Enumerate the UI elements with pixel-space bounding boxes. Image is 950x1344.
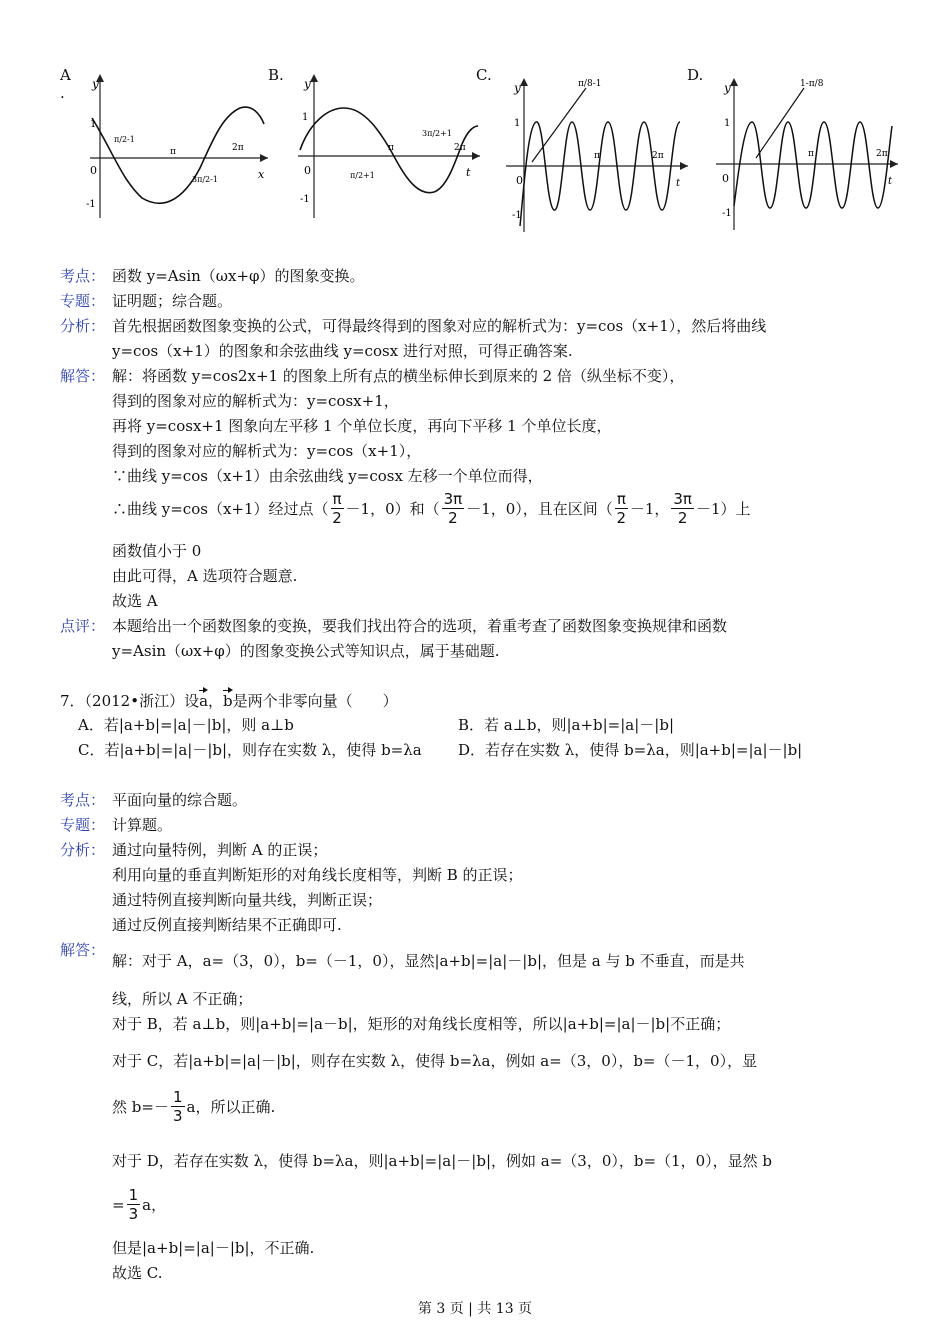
option-b-letter: B. xyxy=(268,66,284,84)
svg-text:2π: 2π xyxy=(232,143,244,153)
q6-jieda-line-6 xyxy=(112,490,751,527)
q7-jieda-line-5-text-a: 然 b=－ xyxy=(112,1098,169,1116)
q7-fenxi-label: 分析： xyxy=(60,841,106,859)
q7-option-d: D．若存在实数 λ，使得 b=λa，则|a+b|=|a|－|b| xyxy=(458,741,803,759)
svg-text:y: y xyxy=(514,81,521,95)
svg-text:0: 0 xyxy=(90,164,97,177)
q7-jieda-label: 解答： xyxy=(60,941,106,959)
svg-text:3π/2-1: 3π/2-1 xyxy=(192,175,218,184)
svg-text:-1: -1 xyxy=(722,208,732,219)
q7-option-c: C．若|a+b|=|a|－|b|，则存在实数 λ，使得 b=λa xyxy=(78,741,422,759)
q6-zhuanti: 证明题；综合题。 xyxy=(112,292,233,310)
svg-text:π: π xyxy=(388,143,394,153)
q7-fenxi-line-1: 通过向量特例，判断 A 的正误； xyxy=(112,841,328,859)
fraction-3pi-over-2-b: $\frac{3\pi}{2}$ xyxy=(673,490,692,527)
svg-text:t: t xyxy=(676,178,681,189)
svg-text:1: 1 xyxy=(724,118,731,129)
svg-text:π: π xyxy=(808,149,814,159)
svg-text:π: π xyxy=(170,147,176,157)
q6-jieda-line-4: 得到的图象对应的解析式为：y=cos（x+1）， xyxy=(112,442,422,460)
svg-text:-1: -1 xyxy=(300,194,310,205)
svg-text:π/2-1: π/2-1 xyxy=(114,135,135,144)
svg-text:2π: 2π xyxy=(652,151,664,161)
svg-text:y: y xyxy=(724,81,731,95)
fraction-3pi-over-2: $\frac{3\pi}{2}$ xyxy=(443,490,463,527)
svg-text:-1: -1 xyxy=(512,210,522,221)
q7-jieda-line-7-text-b: a， xyxy=(142,1196,167,1214)
svg-text:1-π/8: 1-π/8 xyxy=(800,79,824,89)
q6-dianping-line-2: y=Asin（ωx+φ）的图象变换公式等知识点，属于基础题. xyxy=(112,642,500,660)
q6-zhuanti-label: 专题： xyxy=(60,292,106,310)
q7-jieda-line-6: 对于 D，若存在实数 λ，使得 b=λa，则|a+b|=|a|－|b|，例如 a=（3，0），b=（1，0），显然 b xyxy=(112,1152,773,1170)
svg-text:0: 0 xyxy=(516,174,523,187)
q6-jieda-line-6-text-c: －1，0），且在区间（ xyxy=(466,500,613,518)
q7-stem-a: 7．（2012•浙江）设 xyxy=(60,692,200,710)
q6-jieda-line-9: 故选 A xyxy=(112,592,158,610)
q6-jieda-line-6-text-e: －1）上 xyxy=(695,500,751,518)
graph-option-d xyxy=(712,66,902,236)
q6-jieda-line-1: 解：将函数 y=cos2x+1 的图象上所有点的横坐标伸长到原来的 2 倍（纵坐标不变）， xyxy=(112,367,685,385)
svg-text:2π: 2π xyxy=(454,143,466,153)
q6-dianping-line-1: 本题给出一个函数图象的变换，要我们找出符合的选项，着重考查了函数图象变换规律和函数 xyxy=(112,617,728,635)
svg-text:3π/2+1: 3π/2+1 xyxy=(422,129,452,138)
q6-fenxi-line-1: 首先根据函数图象变换的公式，可得最终得到的图象对应的解析式为：y=cos（x+1），然后将曲线 xyxy=(112,317,767,335)
q7-jieda-line-8: 但是|a+b|=|a|－|b|，不正确. xyxy=(112,1239,315,1257)
svg-text:1: 1 xyxy=(90,119,97,130)
q7-kaodian: 平面向量的综合题。 xyxy=(112,791,248,809)
svg-text:y: y xyxy=(304,77,311,91)
option-c-letter: C. xyxy=(476,66,492,84)
fraction-pi-over-2-b: $\frac{\pi}{2}$ xyxy=(616,490,627,527)
svg-text:2π: 2π xyxy=(876,149,888,159)
svg-text:0: 0 xyxy=(722,172,729,185)
q7-fenxi-line-2: 利用向量的垂直判断矩形的对角线长度相等，判断 B 的正误； xyxy=(112,866,523,884)
q6-fenxi-line-2: y=cos（x+1）的图象和余弦曲线 y=cosx 进行对照，可得正确答案. xyxy=(112,342,573,360)
q7-fenxi-line-4: 通过反例直接判断结果不正确即可. xyxy=(112,916,342,934)
q6-dianping-label: 点评： xyxy=(60,617,106,635)
q7-stem: 7．（2012•浙江）设a，b是两个非零向量（ ） xyxy=(60,688,398,711)
graph-option-a xyxy=(82,70,272,220)
fraction-1-over-3: $\frac{1}{3}$ xyxy=(172,1088,183,1125)
svg-text:0: 0 xyxy=(304,164,311,177)
q7-jieda-line-5-text-b: a，所以正确. xyxy=(186,1098,276,1116)
q7-jieda-line-9: 故选 C. xyxy=(112,1264,163,1282)
q7-zhuanti-label: 专题： xyxy=(60,816,106,834)
q7-jieda-line-4: 对于 C，若|a+b|=|a|－|b|，则存在实数 λ，使得 b=λa，例如 a=（3，0），b=（－1，0），显 xyxy=(112,1052,758,1070)
q7-option-a: A．若|a+b|=|a|－|b|，则 a⊥b xyxy=(78,716,294,734)
page-footer: 第 3 页 | 共 13 页 xyxy=(417,1301,533,1317)
graph-option-c xyxy=(502,66,692,236)
q7-jieda-line-1: 解：对于 A，a=（3，0），b=（－1，0），显然|a+b|=|a|－|b|，但是 a 与 b 不垂直，而是共 xyxy=(112,952,745,970)
q7-zhuanti: 计算题。 xyxy=(112,816,173,834)
svg-text:t: t xyxy=(466,166,471,179)
q7-jieda-line-2: 线，所以 A 不正确； xyxy=(112,990,253,1008)
q7-fenxi-line-3: 通过特例直接判断向量共线，判断正误； xyxy=(112,891,383,909)
q6-fenxi-label: 分析： xyxy=(60,317,106,335)
svg-text:-1: -1 xyxy=(86,199,96,210)
vector-a: a xyxy=(199,688,208,710)
q6-jieda-line-6-text-d: －1， xyxy=(629,500,670,518)
q6-jieda-label: 解答： xyxy=(60,367,106,385)
q7-jieda-line-5 xyxy=(112,1088,275,1125)
q6-jieda-line-8: 由此可得，A 选项符合题意. xyxy=(112,567,298,585)
option-d-letter: D. xyxy=(687,66,704,84)
q7-jieda-line-7 xyxy=(112,1186,166,1223)
svg-text:t: t xyxy=(888,176,893,187)
q7-jieda-line-3: 对于 B，若 a⊥b，则|a+b|=|a－b|，矩形的对角线长度相等，所以|a+b|=|a|－|b|不正确； xyxy=(112,1015,731,1033)
fraction-pi-over-2: $\frac{\pi}{2}$ xyxy=(332,490,342,527)
q6-jieda-line-5: ∵曲线 y=cos（x+1）由余弦曲线 y=cosx 左移一个单位而得， xyxy=(112,467,543,485)
graph-option-b xyxy=(294,70,484,220)
svg-text:π: π xyxy=(594,151,600,161)
option-a-letter: A . xyxy=(60,66,71,102)
vector-b: b xyxy=(223,688,233,710)
svg-text:1: 1 xyxy=(514,118,521,129)
svg-text:y: y xyxy=(92,77,99,91)
q7-kaodian-label: 考点： xyxy=(60,791,106,809)
q7-stem-b: 是两个非零向量（ ） xyxy=(232,692,398,710)
q7-jieda-line-7-text-a: = xyxy=(112,1195,125,1214)
svg-text:x: x xyxy=(258,168,265,181)
q6-jieda-line-7: 函数值小于 0 xyxy=(112,542,202,560)
q7-option-b: B．若 a⊥b，则|a+b|=|a|－|b| xyxy=(458,716,674,734)
svg-text:π/2+1: π/2+1 xyxy=(350,171,375,180)
q6-jieda-line-2: 得到的图象对应的解析式为：y=cosx+1， xyxy=(112,392,399,410)
q6-jieda-line-6-text-b: －1，0）和（ xyxy=(345,500,440,518)
q6-kaodian: 函数 y=Asin（ωx+φ）的图象变换。 xyxy=(112,267,365,285)
svg-text:π/8-1: π/8-1 xyxy=(578,79,602,89)
fraction-1-over-3-b: $\frac{1}{3}$ xyxy=(128,1186,139,1223)
svg-text:1: 1 xyxy=(302,112,309,123)
q6-kaodian-label: 考点： xyxy=(60,267,106,285)
q6-jieda-line-6-text-a: ∴曲线 y=cos（x+1）经过点（ xyxy=(112,500,329,518)
q6-jieda-line-3: 再将 y=cosx+1 图象向左平移 1 个单位长度，再向下平移 1 个单位长度， xyxy=(112,417,612,435)
